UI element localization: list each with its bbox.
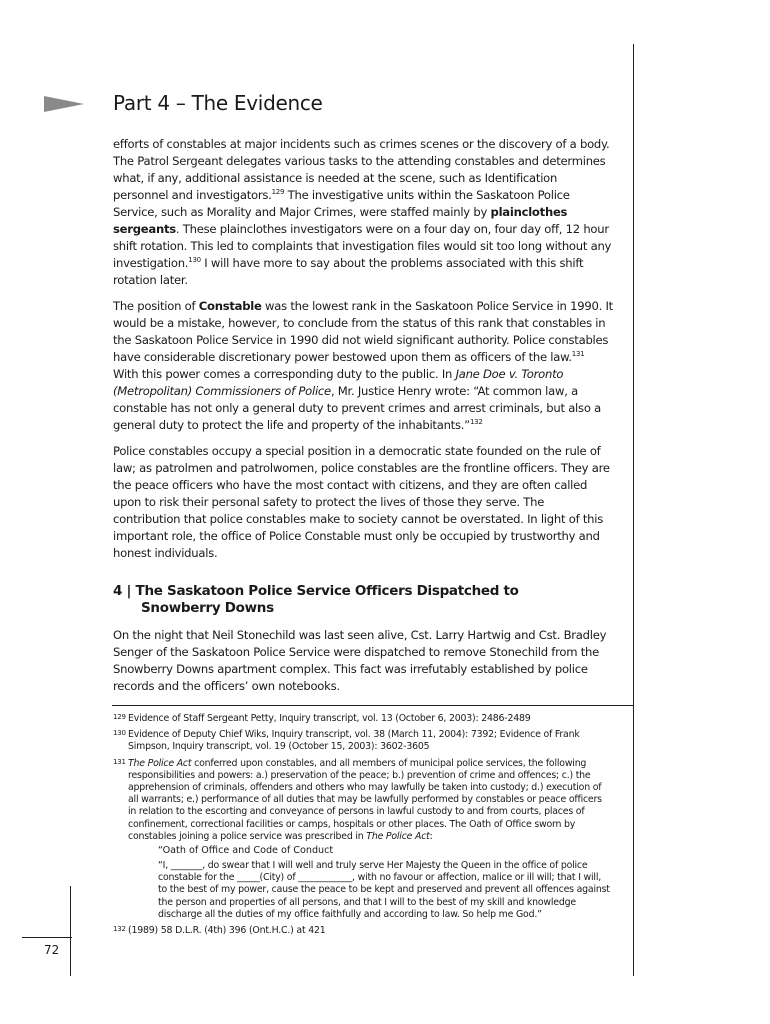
footnote-132: 132 (1989) 58 D.L.R. (4th) 396 (Ont.H.C.) at 421 [113, 925, 326, 937]
right-margin-rule [633, 44, 634, 976]
footnotes [113, 711, 611, 939]
footnote-ref[interactable]: 131 [571, 350, 585, 358]
footnote-ref[interactable]: 132 [469, 418, 483, 426]
page-corner-vertical-rule [70, 886, 71, 976]
paragraph-2: The position of Constable was the lowest rank in the Saskatoon Police Service in 1990. It would be a mistake, however, to conclude from the status of this rank that constables in the Saskatoon Police Service in 1990 did not wield significant authority. Police constables have considerable discretionary power bestowed upon them as officers of the law.$^{131}$ With this power comes a corresponding duty to the public. In Jane Doe v. Toronto (Metropolitan) Commissioners of Police, Mr. Justice Henry wrote: “At common law, a constable has not only a general duty to prevent crimes and arrest criminals, but also a general duty to protect the life and property of the inhabitants.”$^{132}$ [113, 299, 613, 432]
footnote-129: 129 Evidence of Staff Sergeant Petty, Inquiry transcript, vol. 13 (October 6, 2003): 2486-2489 [113, 713, 531, 724]
part-arrow-icon [44, 96, 84, 112]
page-corner-horizontal-rule [22, 937, 72, 938]
footnote-130: 130 Evidence of Deputy Chief Wiks, Inquiry transcript, vol. 38 (March 11, 2004): 7392; Evidence of Frank Simpson, Inquiry transcript, vol. 19 (October 15, 2003): 3602-3605 [113, 729, 580, 753]
oath-title: “Oath of Office and Code of Conduct [158, 845, 334, 857]
footnote-ref[interactable]: 130 [188, 256, 201, 264]
paragraph-3: Police constables occupy a special position in a democratic state founded on the rule of law; as patrolmen and patrolwomen, police constables are the frontline officers. They are the peace officers who have the most contact with citizens, and they are often called upon to risk their personal safety to protect the lives of those they serve. The contribution that police constables make to society cannot be overstated. In light of this important role, the office of Police Constable must only be occupied by trustworthy and honest individuals. [113, 444, 610, 560]
footnote-ref[interactable]: 129 [271, 188, 285, 196]
footnote-131: 131 The Police Act conferred upon constables, and all members of municipal police services, the following responsibilities and powers: a.) preservation of the peace; b.) prevention of crime and offences; c.) the apprehension of criminals, offenders and others who may lawfully be taken into custody; d.) execution of all warrants; e.) performance of all duties that may be lawfully performed by constables or peace officers in relation to the escorting and conveyance of persons in lawful custody to and from courts, places of confinement, correctional facilities or camps, hospitals or other places. The Oath of Office sworn by constables joining a police service was prescribed in The Police Act: [113, 757, 602, 842]
section-heading: 4 | The Saskatoon Police Service Officers Dispatched to Snowberry Downs [113, 583, 519, 616]
main-body [113, 136, 613, 704]
paragraph-1: efforts of constables at major incidents such as crimes scenes or the discovery of a body. The Patrol Sergeant delegates various tasks to the attending constables and determines what, if any, additional assistance is needed at the scene, such as Identification personnel and investigators.$^{129}$ The investigative units within the Saskatoon Police Service, such as Morality and Major Crimes, were staffed mainly by plainclothes sergeants. These plainclothes investigators were on a four day on, four day off, 12 hour shift rotation. This led to complaints that investigation files would sit too long without any investigation.$^{130}$ I will have more to say about the problems associated with this shift rotation later. [113, 137, 612, 287]
oath-text: “I, _______, do swear that I will well and truly serve Her Majesty the Queen in the office of police constable for the _____(City) of ____________, with no favour or affection, malice or ill will; that I will, to the best of my power, cause the peace to be kept and preserved and prevent all offences against the person and properties of all persons, and that I will to the best of my skill and knowledge discharge all the duties of my office faithfully and according to law. So help me God.” [158, 860, 610, 920]
paragraph-4: On the night that Neil Stonechild was last seen alive, Cst. Larry Hartwig and Cst. Bradley Senger of the Saskatoon Police Service were dispatched to remove Stonechild from the Snowberry Downs apartment complex. This fact was irrefutably established by police records and the officers’ own notebooks. [113, 628, 607, 693]
page-number: 72 [44, 943, 60, 957]
part-title: Part 4 – The Evidence [113, 91, 323, 115]
footnote-separator [112, 705, 634, 706]
